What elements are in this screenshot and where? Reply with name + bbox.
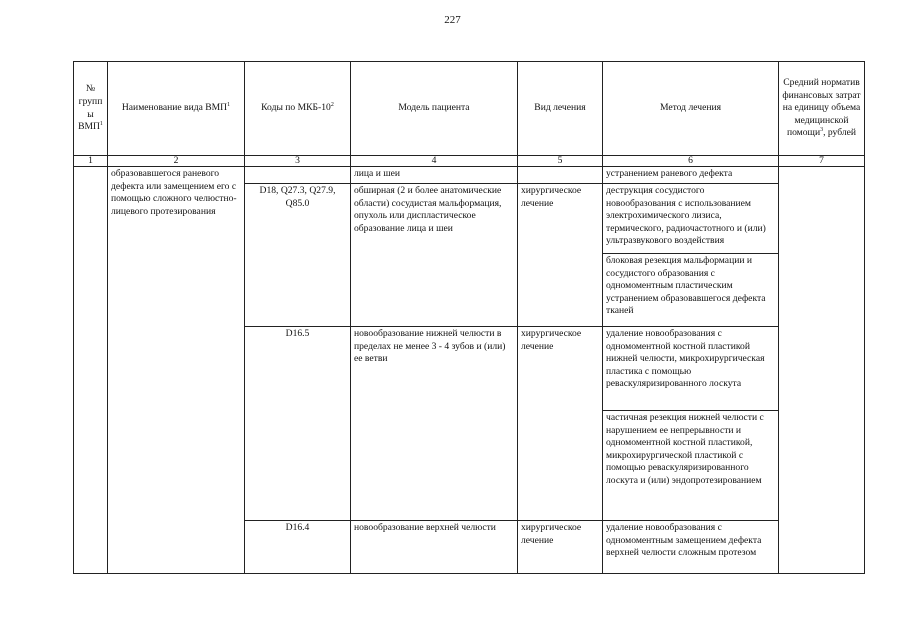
column-number: 4 [351,156,518,167]
method-cell: частичная резекция нижней челюсти с нарушением ее непрерывности и одномоментной костной пластикой, микрохирургической пластикой с помощью реваскуляризированного лоскута и (или) эндопротезированием [603,411,779,521]
header-icd-codes: Коды по МКБ-$10^2$ [245,62,351,156]
model-cell: новообразование верхней челюсти [351,521,518,574]
column-number: 2 [108,156,245,167]
model-cell: обширная (2 и более анатомические области) сосудистая мальформация, опухоль или диспластическое образование лица и шеи [351,184,518,327]
column-number-row [74,156,865,167]
header-vmp-name: Наименование вида ВМП$^1$ [108,62,245,156]
page-number: 227 [444,14,461,26]
codes-cell [245,167,351,184]
header-treatment-method: Метод лечения [603,62,779,156]
method-cell: устранением раневого дефекта [603,167,779,184]
treatment-cell: хирургическое лечение [518,184,603,327]
codes-cell: D16.4 [245,521,351,574]
header-treatment-type: Вид лечения [518,62,603,156]
method-cell: блоковая резекция мальформации и сосудистого образования с одномоментным пластическим устранением образовавшегося дефекта тканей [603,254,779,327]
codes-cell: D18, Q27.3, Q27.9, Q85.0 [245,184,351,327]
codes-cell: D16.5 [245,327,351,521]
treatment-cell [518,167,603,184]
column-number: 3 [245,156,351,167]
treatment-cell: хирургическое лечение [518,327,603,521]
method-cell: удаление новообразования с одномоментным замещением дефекта верхней челюсти сложным протезом [603,521,779,574]
column-number: 7 [779,156,865,167]
treatment-cell: хирургическое лечение [518,521,603,574]
group-number-cell [74,167,108,574]
header-row [74,62,865,156]
vmp-name-cell: образовавшегося раневого дефекта или замещением его с помощью сложного челюстно-лицевого протезирования [108,167,245,574]
header-financial-norm: Средний норматив финансовых затрат на единицу объема медицинской помощи$^3$, рублей [779,62,865,156]
column-number: 1 [74,156,108,167]
column-number: 6 [603,156,779,167]
column-number: 5 [518,156,603,167]
method-cell: удаление новообразования с одномоментной костной пластикой нижней челюсти, микрохирургическая пластика с помощью реваскуляризированного лоскута [603,327,779,411]
method-cell: деструкция сосудистого новообразования с использованием электрохимического лизиса, термического, радиочастотного и (или) ультразвукового воздействия [603,184,779,254]
header-group-number: № групп ы ВМП$^1$ [74,62,108,156]
medical-care-table [73,61,865,574]
header-patient-model: Модель пациента [351,62,518,156]
model-cell: лица и шеи [351,167,518,184]
model-cell: новообразование нижней челюсти в пределах не менее 3 - 4 зубов и (или) ее ветви [351,327,518,521]
financial-norm-cell [779,167,865,574]
table-row [74,167,865,184]
